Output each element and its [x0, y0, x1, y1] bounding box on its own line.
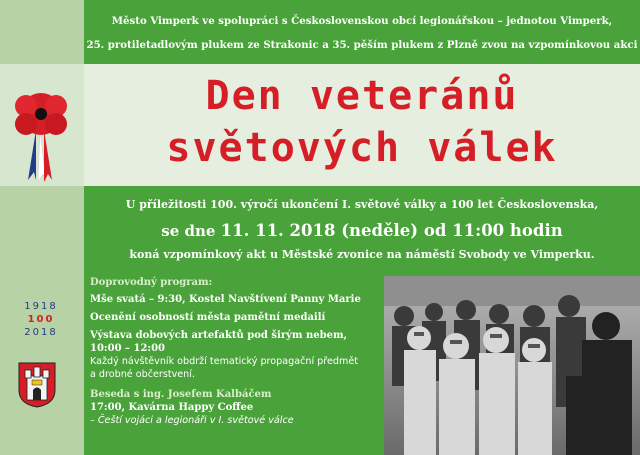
historical-photo	[384, 276, 640, 455]
program-item-medal: Ocenění osobností města pamětní medailí	[90, 312, 326, 323]
header-line-2: 25. protiletadlovým plukem ze Strakonic a 35. pěším plukem z Plzně zvou na vzpomínkovou akci	[86, 39, 638, 51]
vimperk-crest-icon	[18, 362, 56, 408]
program-note-1: Každý návštěvník obdrží tematický propagační předmět	[90, 356, 358, 367]
program-note-2: a drobné občerstvení.	[90, 369, 195, 380]
year-100: 100	[27, 314, 55, 325]
program-item-exhibition-time: 10:00 – 12:00	[90, 343, 166, 354]
year-2018: 2018	[24, 327, 58, 338]
year-1918: 1918	[24, 301, 58, 312]
title-line-1: Den veteránů	[205, 73, 519, 119]
beseda-topic: – Čeští vojáci a legionáři v I. světové válce	[90, 415, 294, 426]
header-line-1: Město Vimperk ve spolupráci s Československou obcí legionářskou – jednotou Vimperk,	[111, 15, 613, 27]
anniversary-years	[18, 300, 64, 339]
intro-line-2	[84, 221, 640, 240]
invitation-header	[84, 0, 640, 66]
page-title	[84, 64, 640, 170]
program-item-exhibition: Výstava dobových artefaktů pod širým nebem,	[90, 330, 348, 341]
beseda-time: 17:00, Kavárna Happy Coffee	[90, 402, 254, 413]
poppy-icon	[14, 92, 68, 186]
program-heading: Doprovodný program:	[90, 277, 213, 288]
program-item-mass: Mše svatá – 9:30, Kostel Navštívení Panny Marie	[90, 294, 361, 305]
intro-line-3: koná vzpomínkový akt u Městské zvonice na náměstí Svobody ve Vimperku.	[129, 248, 595, 261]
event-date: 11. 11. 2018 (neděle) od 11:00 hodin	[220, 221, 563, 240]
title-line-2: světových válek	[166, 125, 558, 171]
date-prefix: se dne	[161, 222, 221, 240]
beseda-heading: Beseda s ing. Josefem Kalbáčem	[90, 389, 272, 400]
intro-line-1: U příležitosti 100. výročí ukončení I. světové války a 100 let Československa,	[125, 198, 599, 211]
